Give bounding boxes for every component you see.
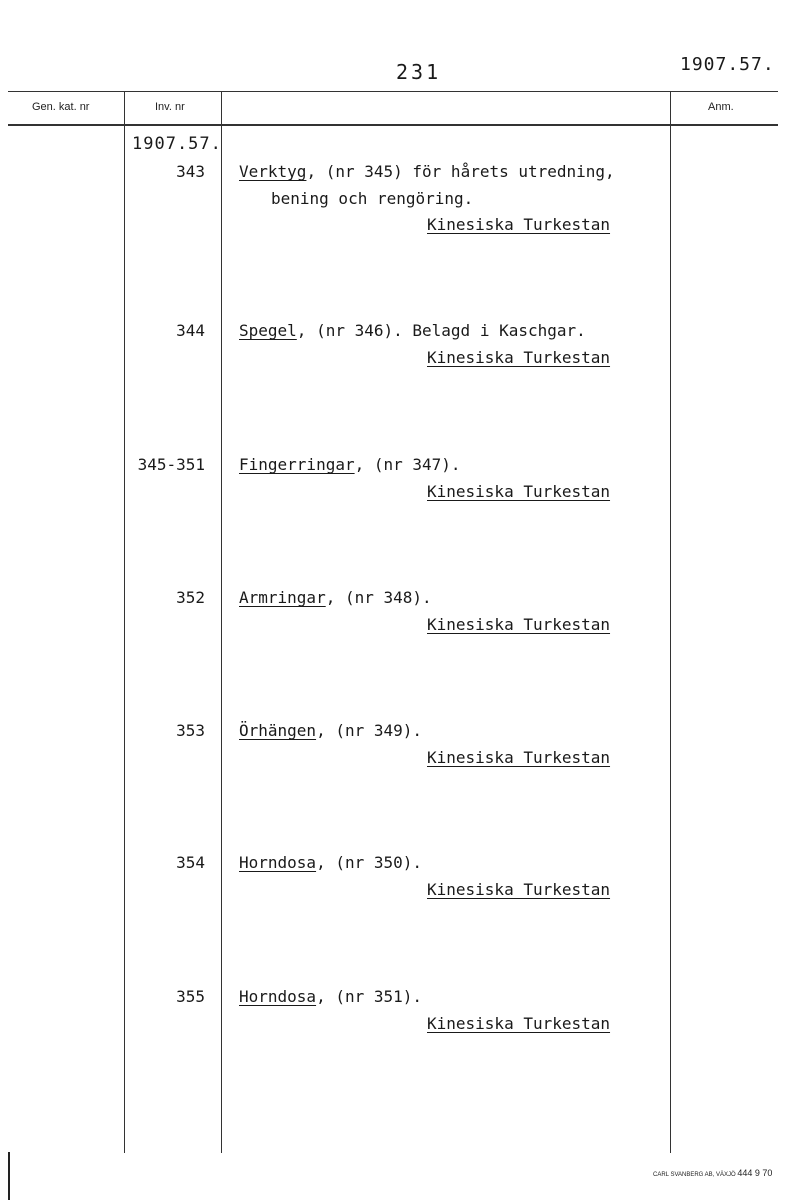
entry-region: Kinesiska Turkestan xyxy=(427,215,611,234)
entry-region: Kinesiska Turkestan xyxy=(427,1014,611,1033)
entry-term: Armringar xyxy=(239,588,326,607)
entry-inv-number: 353 xyxy=(176,721,205,740)
catalog-entry xyxy=(0,987,790,1033)
printer-name: CARL SVANBERG AB, VÄXJÖ xyxy=(653,1172,736,1178)
entry-description xyxy=(239,588,432,607)
entry-inv-number: 354 xyxy=(176,853,205,872)
printer-code: 444 9 70 xyxy=(737,1168,773,1178)
entry-term: Örhängen xyxy=(239,721,317,740)
entry-inv-number: 344 xyxy=(176,321,205,340)
entry-inv-number: 345-351 xyxy=(137,455,205,474)
entry-region: Kinesiska Turkestan xyxy=(427,748,611,767)
page-number: 231 xyxy=(396,60,442,84)
catalog-entry xyxy=(0,162,790,234)
entry-description xyxy=(239,162,615,181)
entry-details: , (nr 351). xyxy=(316,987,423,1006)
printer-imprint xyxy=(653,1168,772,1178)
entry-description xyxy=(239,455,461,474)
entry-details: , (nr 348). xyxy=(325,588,432,607)
entry-inv-number: 352 xyxy=(176,588,205,607)
entry-inv-number: 343 xyxy=(176,162,205,181)
catalog-entry xyxy=(0,455,790,501)
entry-description xyxy=(239,987,422,1006)
entry-details: , (nr 347). xyxy=(354,455,461,474)
left-margin-bar xyxy=(8,1152,10,1200)
entry-details: , (nr 350). xyxy=(316,853,423,872)
column-head-gen-kat: Gen. kat. nr xyxy=(32,101,90,113)
entry-description-continued: bening och rengöring. xyxy=(271,189,474,208)
entry-term: Verktyg xyxy=(239,162,307,181)
entry-term: Horndosa xyxy=(239,987,317,1006)
entry-region: Kinesiska Turkestan xyxy=(427,482,611,501)
year-label: 1907.57. xyxy=(132,134,222,154)
entry-term: Spegel xyxy=(239,321,297,340)
entry-term: Fingerringar xyxy=(239,455,355,474)
entry-details: , (nr 346). Belagd i Kaschgar. xyxy=(296,321,586,340)
entry-description xyxy=(239,853,422,872)
catalog-entry xyxy=(0,588,790,634)
entry-description xyxy=(239,321,586,340)
entry-inv-number: 355 xyxy=(176,987,205,1006)
entry-region: Kinesiska Turkestan xyxy=(427,615,611,634)
catalog-entry xyxy=(0,721,790,767)
entry-region: Kinesiska Turkestan xyxy=(427,348,611,367)
column-head-inv: Inv. nr xyxy=(155,101,185,113)
catalog-entry xyxy=(0,853,790,899)
catalog-number: 1907.57. xyxy=(680,54,775,75)
column-head-anm: Anm. xyxy=(708,101,734,113)
entry-description xyxy=(239,721,422,740)
entry-details: , (nr 345) för hårets utredning, xyxy=(306,162,615,181)
entry-region: Kinesiska Turkestan xyxy=(427,880,611,899)
entry-term: Horndosa xyxy=(239,853,317,872)
catalog-entry xyxy=(0,321,790,367)
entry-details: , (nr 349). xyxy=(316,721,423,740)
